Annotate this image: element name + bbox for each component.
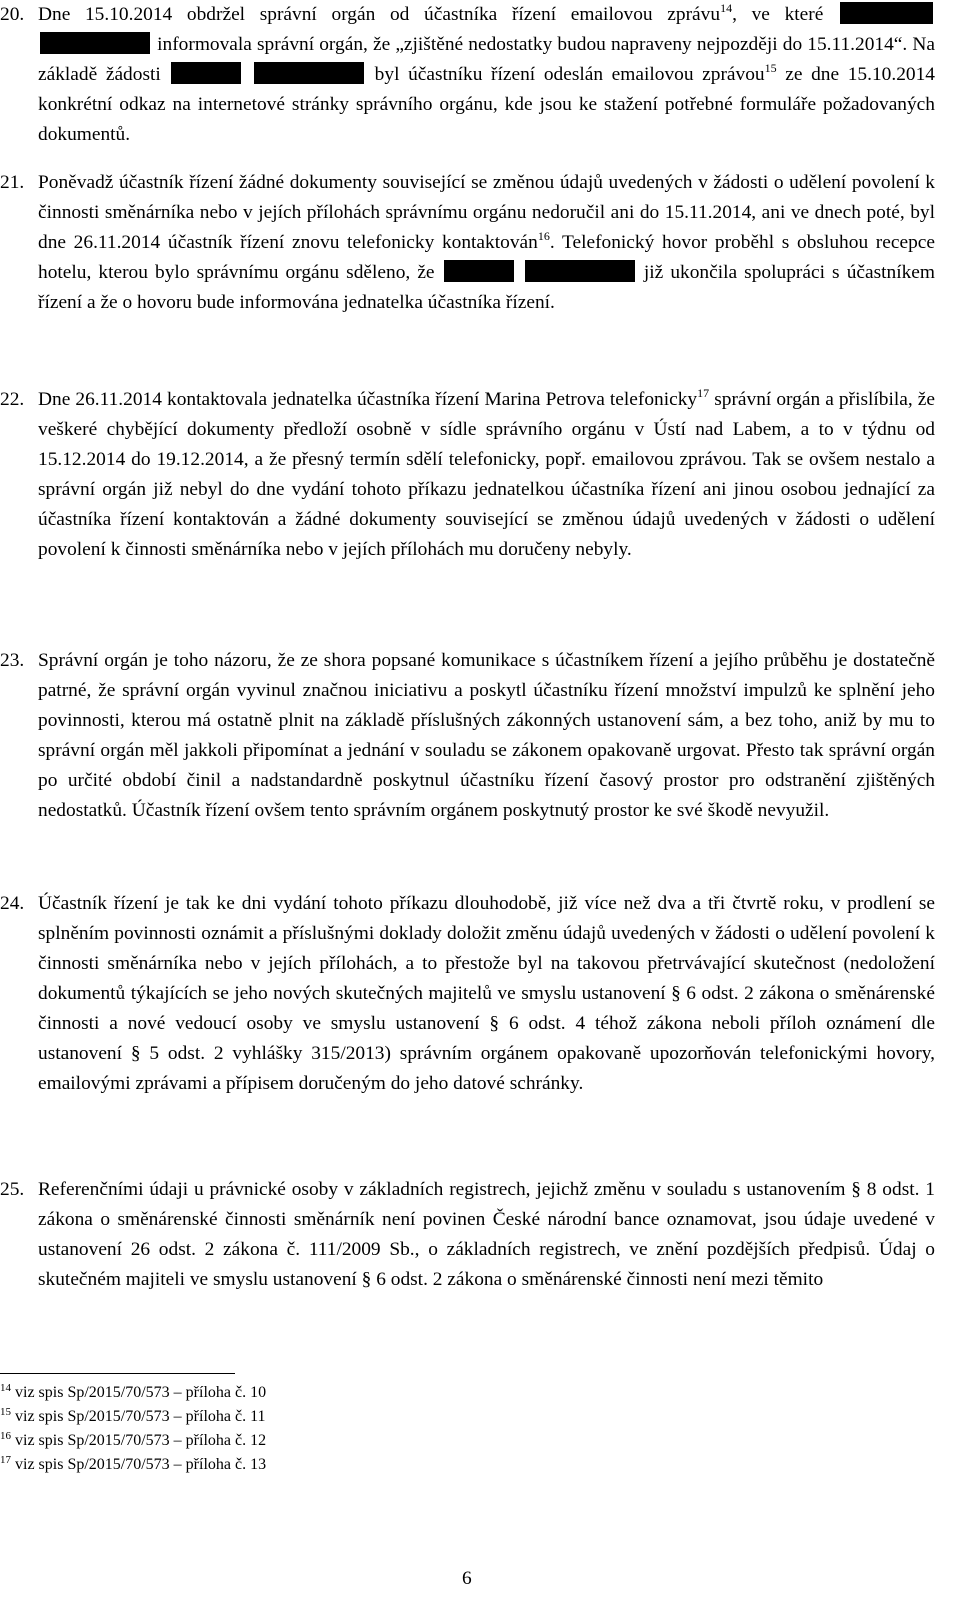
paragraph-20 <box>0 0 935 150</box>
text-run <box>516 262 523 283</box>
footnote-text: viz spis Sp/2015/70/573 – příloha č. 10 <box>15 1384 267 1401</box>
footnote-number: 17 <box>0 1454 11 1466</box>
paragraph-body <box>38 889 935 1099</box>
paragraph-22 <box>0 385 935 565</box>
text-run: Účastník řízení je tak ke dni vydání tohoto příkazu dlouhodobě, již více než dva a tři čtvrtě roku, v prodlení se splněním povinnosti oznámit a příslušnými doklady doložit změnu údajů uvedených v žádosti o udělení povolení k činnosti směnárníka nebo v jejích přílohách, a to přestože byl na takovou přetrvávající skutečnost (nedoložení dokumentů týkajících se jeho nových skutečných majitelů ve smyslu ustanovení § 6 odst. 2 zákona o směnárenské činnosti a nové vedoucí osoby ve smyslu ustanovení § 6 odst. 4 téhož zákona neboli příloh oznámení dle ustanovení § 5 odst. 2 vyhlášky 315/2013) správním orgánem opakovaně upozorňován telefonickými hovory, emailovými zprávami a přípisem doručeným do jeho datové schránky. <box>38 893 935 1094</box>
footnote-text: viz spis Sp/2015/70/573 – příloha č. 13 <box>15 1456 267 1473</box>
text-run: Dne 15.10.2014 obdržel správní orgán od účastníka řízení emailovou zprávu <box>38 4 721 25</box>
footnote-reference: 17 <box>697 386 710 400</box>
footnotes <box>0 1381 266 1477</box>
paragraph-number: 20. <box>0 4 25 25</box>
footnote-reference: 14 <box>720 1 733 15</box>
redaction-bar <box>171 62 241 84</box>
paragraph-25 <box>0 1175 935 1295</box>
text-run: Správní orgán je toho názoru, že ze shora popsané komunikace s účastníkem řízení a jejího průběhu je dostatečně patrné, že správní orgán vyvinul značnou iniciativu a poskytl účastníku řízení množství impulzů ke splnění jeho povinnosti, kterou má ostatně plnit na základě příslušných zákonných ustanovení sám, a bez toho, aniž by mu to správní orgán měl jakkoli připomínat a jednání v souladu se zákonem opakovaně urgovat. Přesto tak správní orgán po určité období činil a nadstandardně poskytnul účastníku řízení časový prostor pro odstranění zjištěných nedostatků. Účastník řízení ovšem tento správním orgánem poskytnutý prostor ke své škodě nevyužil. <box>38 650 935 821</box>
paragraph-23 <box>0 646 935 826</box>
paragraph-body <box>38 1175 935 1295</box>
footnote-number: 15 <box>0 1406 11 1418</box>
redaction-bar <box>40 32 150 54</box>
footnote-text: viz spis Sp/2015/70/573 – příloha č. 12 <box>15 1432 267 1449</box>
footnote-item <box>0 1405 266 1429</box>
paragraph-number: 21. <box>0 172 25 193</box>
page-number: 6 <box>462 1568 472 1589</box>
redaction-bar <box>525 260 635 282</box>
paragraph-number: 25. <box>0 1179 25 1200</box>
paragraph-body <box>38 385 935 565</box>
footnote-item <box>0 1429 266 1453</box>
footnote-number: 14 <box>0 1382 11 1394</box>
text-run <box>243 64 252 85</box>
text-run: . Telefonický hovor proběhl s obsluhou recepce hotelu, kterou bylo správnímu orgánu sděleno, že <box>38 232 935 283</box>
paragraph-number: 22. <box>0 389 25 410</box>
text-run: , ve které <box>732 4 838 25</box>
footnote-reference: 16 <box>537 229 550 243</box>
paragraph-body <box>38 0 935 150</box>
paragraph-body <box>38 168 935 318</box>
footnote-reference: 15 <box>764 61 777 75</box>
paragraph-21 <box>0 168 935 318</box>
footnote-separator <box>0 1373 235 1374</box>
redaction-bar <box>254 62 364 84</box>
footnote-number: 16 <box>0 1430 11 1442</box>
footnote-item <box>0 1453 266 1477</box>
footnote-item <box>0 1381 266 1405</box>
text-run: Poněvadž účastník řízení žádné dokumenty související se změnou údajů uvedených v žádosti o udělení povolení k činnosti směnárníka nebo v jejích přílohách správnímu orgánu nedoručil ani do 15.11.2014, ani ve dnech poté, byl dne 26.11.2014 účastník řízení znovu telefonicky kontaktován <box>38 172 935 253</box>
text-run: byl účastníku řízení odeslán emailovou zprávou <box>366 64 765 85</box>
text-run: ze dne 15.10.2014 konkrétní odkaz na internetové stránky správního orgánu, kde jsou ke stažení potřebné formuláře požadovaných dokumentů. <box>38 64 935 145</box>
text-run: správní orgán a přislíbila, že veškeré chybějící dokumenty předloží osobně v sídle správního orgánu v Ústí nad Labem, a to v týdnu od 15.12.2014 do 19.12.2014, a že přesný termín sdělí telefonicky, popř. emailovou zprávou. Tak se ovšem nestalo a správní orgán již nebyl do dne vydání tohoto příkazu jednatelkou účastníka řízení ani jinou osobou jednající za účastníka řízení kontaktován a žádné dokumenty související se změnou údajů uvedených v žádosti o udělení povolení k činnosti směnárníka nebo v jejích přílohách mu doručeny nebyly. <box>38 389 936 560</box>
paragraph-body <box>38 646 935 826</box>
paragraph-number: 24. <box>0 893 25 914</box>
redaction-bar <box>444 260 514 282</box>
text-run: Referenčními údaji u právnické osoby v základních registrech, jejichž změnu v souladu s ustanovením § 8 odst. 1 zákona o směnárenské činnosti směnárník není povinen České národní bance oznamovat, jsou údaje uvedené v ustanovení 26 odst. 2 zákona č. 111/2009 Sb., o základních registrech, ve znění pozdějších předpisů. Údaj o skutečném majiteli ve smyslu ustanovení § 6 odst. 2 zákona o směnárenské činnosti není mezi těmito <box>38 1179 935 1290</box>
text-run: již ukončila spolupráci s účastníkem řízení a že o hovoru bude informována jednatelka účastníka řízení. <box>38 262 935 313</box>
paragraph-24 <box>0 889 935 1099</box>
paragraph-number: 23. <box>0 650 25 671</box>
redaction-bar <box>840 2 933 24</box>
footnote-text: viz spis Sp/2015/70/573 – příloha č. 11 <box>15 1408 266 1425</box>
text-run: Dne 26.11.2014 kontaktovala jednatelka účastníka řízení Marina Petrova telefonicky <box>38 389 698 410</box>
text-run: informovala správní orgán, že „zjištěné nedostatky budou napraveny nejpozději do 15.11.2014“. Na základě žádosti <box>38 34 935 85</box>
